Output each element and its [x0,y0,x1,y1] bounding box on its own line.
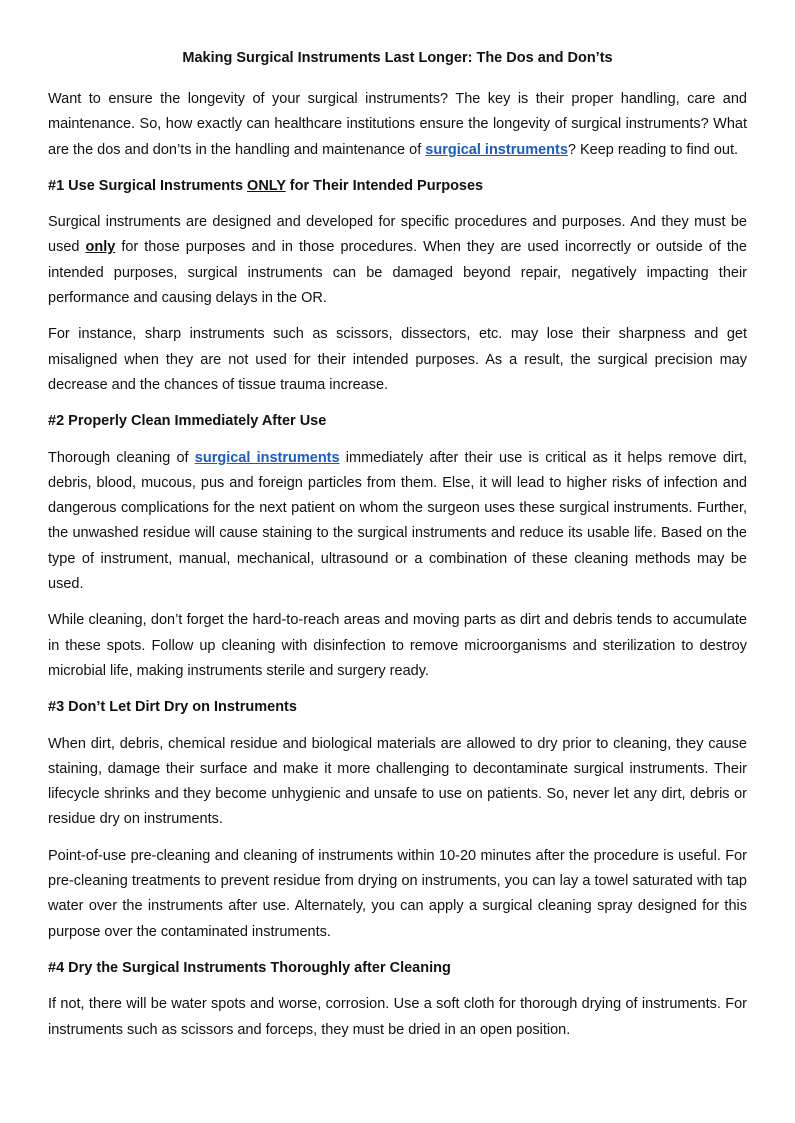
section-2-paragraph-2: While cleaning, don’t forget the hard-to-reach areas and moving parts as dirt and debris tends to accumulate in these spots. Follow up cleaning with disinfection to remove microorganisms and sterilization to destroy microbial life, making instruments sterile and surgery ready. [48,612,747,679]
section-2-paragraph-1 [48,446,747,598]
section-1-paragraph-2: For instance, sharp instruments such as scissors, dissectors, etc. may lose their sharpness and get misaligned when they are not used for their intended purposes. As a result, the surgical precision may decrease and the chances of tissue trauma increase. [48,326,747,393]
intro-text-after-link: ? Keep reading to find out. [567,141,739,158]
surgical-instruments-link[interactable]: surgical instruments [425,141,568,158]
section-1-paragraph-1 [48,210,747,311]
section-4-paragraph-1: If not, there will be water spots and worse, corrosion. Use a soft cloth for thorough drying of instruments. For instruments such as scissors and forceps, they must be dried in an open position. [48,996,747,1038]
section-1-p1-end: for those purposes and in those procedures. When they are used incorrectly or outside of the intended purposes, surgical instruments can be damaged beyond repair, negatively impacting their performance and causing delays in the OR. [48,239,747,307]
intro-text-before-link: Want to ensure the longevity of your surgical instruments? The key is their proper handling, care and maintenance. So, how exactly can healthcare institutions ensure the longevity of surgical instruments? What are the dos and don’ts in the handling and maintenance of [48,91,747,158]
section-1-heading [48,174,747,199]
document-title: Making Surgical Instruments Last Longer: The Dos and Don’ts [182,50,613,66]
section-2-p1-end: immediately after their use is critical as it helps remove dirt, debris, blood, mucous, pus and foreign particles from them. Else, it will lead to higher risks of infection and dangerous complications for the next patient on whom the surgeon uses these surgical instruments. Further, the unwashed residue will cause staining to the surgical instruments and reduce its usable life. Based on the type of instrument, manual, mechanical, ultrasound or a combination of these cleaning methods may be used. [48,449,748,593]
intro-paragraph [48,87,747,163]
section-1-heading-end: for Their Intended Purposes [285,177,484,194]
section-1-heading-emphasis: ONLY [247,177,286,194]
section-1-heading-start: #1 Use Surgical Instruments [48,177,248,194]
section-2-p1-start: Thorough cleaning of [48,449,195,466]
section-2-heading: #2 Properly Clean Immediately After Use [48,413,327,430]
surgical-instruments-link-2[interactable]: surgical instruments [194,449,340,466]
section-1-p1-start: Surgical instruments are designed and developed for specific procedures and purposes. And they must be used [48,214,747,256]
section-3-heading: #3 Don’t Let Dirt Dry on Instruments [48,699,297,716]
section-3-paragraph-1: When dirt, debris, chemical residue and biological materials are allowed to dry prior to cleaning, they cause staining, damage their surface and make it more challenging to decontaminate surgical instruments. Their lifecycle shrinks and they become unhygienic and unsafe to use on patients. So, never let any dirt, debris or residue dry on instruments. [48,735,747,828]
section-1-p1-emphasis: only [85,239,116,256]
section-3-paragraph-2: Point-of-use pre-cleaning and cleaning of instruments within 10-20 minutes after the procedure is useful. For pre-cleaning treatments to prevent residue from drying on instruments, you can lay a towel saturated with tap water over the instruments after use. Alternately, you can apply a surgical cleaning spray designed for this purpose over the contaminated instruments. [48,847,747,940]
section-4-heading: #4 Dry the Surgical Instruments Thoroughly after Cleaning [48,959,451,976]
